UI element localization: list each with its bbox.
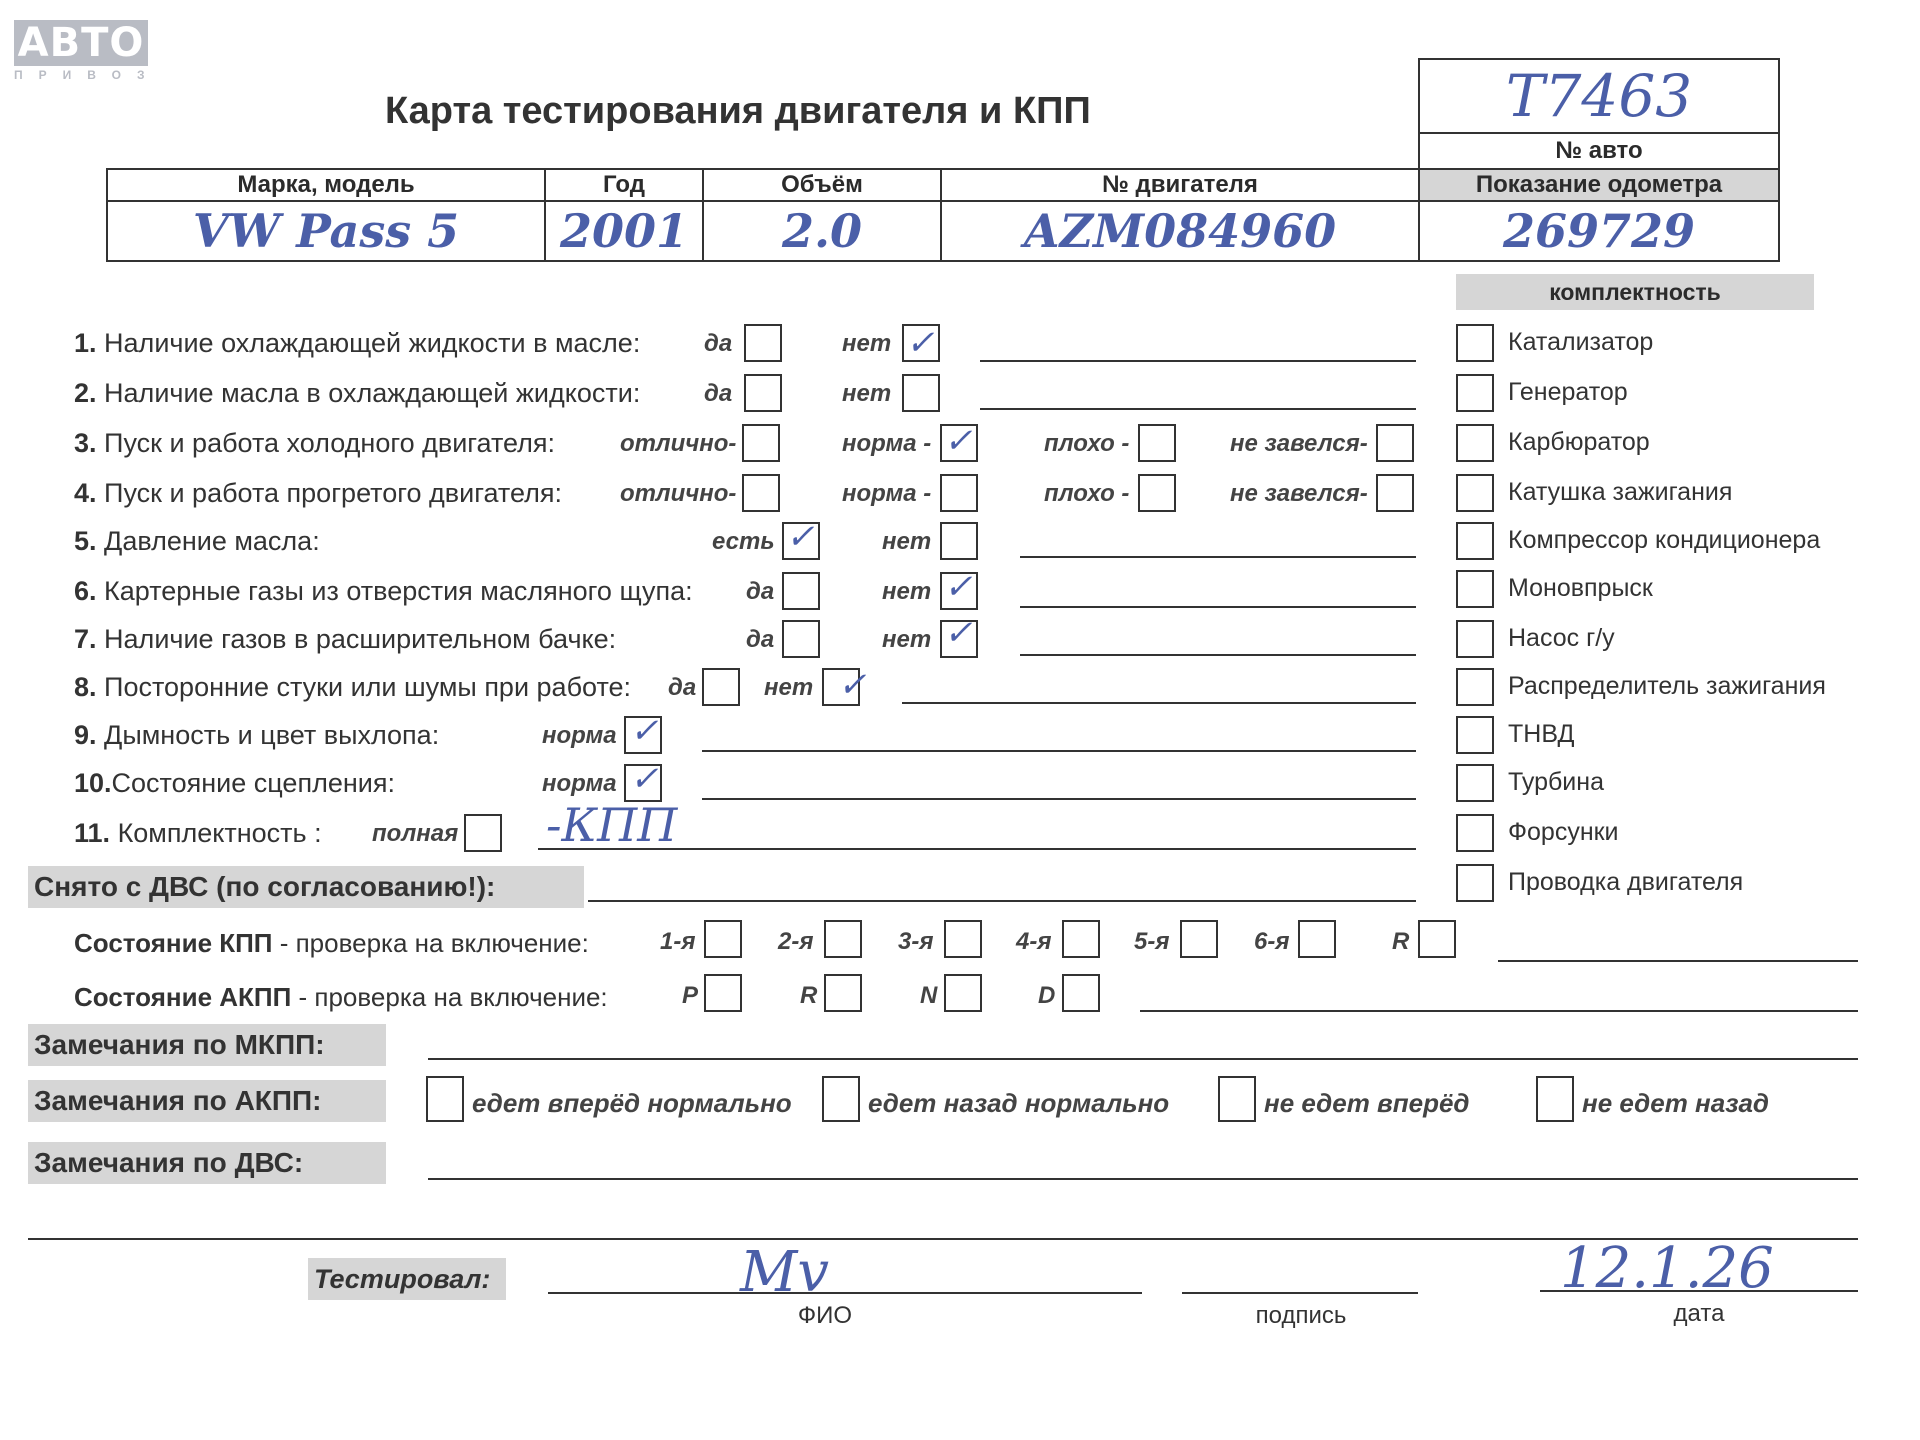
comp-checkbox-4[interactable] — [1456, 474, 1494, 512]
remarks-mkpp-line[interactable] — [428, 1058, 1858, 1060]
comp-label-7: Насос г/у — [1508, 624, 1615, 652]
q5-opt-absent: нет — [882, 528, 932, 555]
question-6: 6. Картерные газы из отверстия масляного щупа: — [74, 576, 693, 606]
kpp-gear-r-checkbox[interactable] — [1418, 920, 1456, 958]
question-2: 2. Наличие масла в охлаждающей жидкости: — [74, 378, 641, 408]
remarks-akpp-heading: Замечания по АКПП: — [28, 1080, 386, 1122]
kpp-gear-4-label: 4-я — [1016, 928, 1052, 955]
comp-checkbox-9[interactable] — [1456, 716, 1494, 754]
comp-checkbox-8[interactable] — [1456, 668, 1494, 706]
q6-yes-checkbox[interactable] — [782, 572, 820, 610]
question-9: 9. Дымность и цвет выхлопа: — [74, 720, 440, 750]
q3-opt-bad: плохо - — [1044, 430, 1130, 457]
akpp-n-checkbox[interactable] — [944, 974, 982, 1012]
comp-checkbox-1[interactable] — [1456, 324, 1494, 362]
q5-opt-present: есть — [712, 528, 775, 555]
comp-label-8: Распределитель зажигания — [1508, 672, 1826, 700]
q10-check-mark: ✓ — [630, 759, 659, 799]
col-header-odometer: Показание одометра — [1419, 169, 1779, 201]
q2-no-checkbox[interactable] — [902, 374, 940, 412]
akpp-no-back-label: не едет назад — [1582, 1088, 1770, 1118]
q3-bad-checkbox[interactable] — [1138, 424, 1176, 462]
question-4: 4. Пуск и работа прогретого двигателя: — [74, 478, 562, 508]
comp-label-9: ТНВД — [1508, 720, 1575, 748]
col-header-model: Марка, модель — [107, 169, 545, 201]
q1-yes-checkbox[interactable] — [744, 324, 782, 362]
q7-opt-no: нет — [882, 626, 932, 653]
comp-checkbox-11[interactable] — [1456, 814, 1494, 852]
kpp-gear-1-checkbox[interactable] — [704, 920, 742, 958]
akpp-p-checkbox[interactable] — [704, 974, 742, 1012]
comp-label-10: Турбина — [1508, 768, 1604, 796]
comp-checkbox-3[interactable] — [1456, 424, 1494, 462]
col-header-volume: Объём — [703, 169, 941, 201]
removed-note-line[interactable] — [588, 900, 1416, 902]
akpp-d-label: D — [1038, 982, 1056, 1009]
kpp-gear-5-checkbox[interactable] — [1180, 920, 1218, 958]
question-3: 3. Пуск и работа холодного двигателя: — [74, 428, 556, 458]
akpp-r-label: R — [800, 982, 818, 1009]
q8-check-mark: ✓ — [838, 665, 867, 705]
engine-number-value: AZM084960 — [941, 201, 1419, 261]
q4-opt-excellent: отлично- — [620, 480, 737, 507]
akpp-forward-ok-label: едет вперёд нормально — [472, 1088, 792, 1118]
q11-full-checkbox[interactable] — [464, 814, 502, 852]
tested-by-label: Тестировал: — [308, 1258, 506, 1300]
q5-check-mark: ✓ — [786, 517, 815, 557]
kpp-gear-6-checkbox[interactable] — [1298, 920, 1336, 958]
q4-normal-checkbox[interactable] — [940, 474, 978, 512]
q6-check-mark: ✓ — [944, 567, 973, 607]
q3-check-mark: ✓ — [944, 421, 973, 461]
q2-note-line[interactable] — [980, 408, 1416, 410]
kpp-gear-2-checkbox[interactable] — [824, 920, 862, 958]
kpp-gear-1-label: 1-я — [660, 928, 696, 955]
car-number-value: T7463 — [1418, 58, 1780, 132]
kpp-gear-3-label: 3-я — [898, 928, 934, 955]
vehicle-info-table — [106, 168, 1780, 262]
q4-excellent-checkbox[interactable] — [742, 474, 780, 512]
odometer-value: 269729 — [1419, 201, 1779, 261]
akpp-no-forward-label: не едет вперёд — [1264, 1088, 1470, 1118]
q11-handwritten-note: -КПП — [546, 798, 678, 852]
kpp-gear-r-label: R — [1392, 928, 1410, 955]
akpp-no-forward-checkbox[interactable] — [1218, 1076, 1256, 1122]
akpp-forward-ok-checkbox[interactable] — [426, 1076, 464, 1122]
q2-opt-no: нет — [842, 380, 892, 407]
akpp-d-checkbox[interactable] — [1062, 974, 1100, 1012]
col-header-year: Год — [545, 169, 703, 201]
q4-opt-normal: норма - — [842, 480, 932, 507]
removed-heading: Снято с ДВС (по согласованию!): — [28, 866, 584, 908]
q8-opt-yes: да — [668, 674, 697, 701]
comp-checkbox-6[interactable] — [1456, 570, 1494, 608]
q1-opt-yes: да — [704, 330, 733, 357]
volume-value: 2.0 — [703, 201, 941, 261]
q10-opt-normal: норма — [542, 770, 617, 797]
kpp-gear-6-label: 6-я — [1254, 928, 1290, 955]
test-date-value: 12.1.26 — [1560, 1236, 1774, 1301]
question-1: 1. Наличие охлаждающей жидкости в масле: — [74, 328, 641, 358]
completeness-heading: комплектность — [1456, 274, 1814, 310]
akpp-no-back-checkbox[interactable] — [1536, 1076, 1574, 1122]
model-value: VW Pass 5 — [107, 201, 545, 261]
comp-label-4: Катушка зажигания — [1508, 478, 1733, 506]
col-header-engine-number: № двигателя — [941, 169, 1419, 201]
q7-opt-yes: да — [746, 626, 775, 653]
q9-opt-normal: норма — [542, 722, 617, 749]
q8-note-line[interactable] — [902, 702, 1416, 704]
q4-opt-bad: плохо - — [1044, 480, 1130, 507]
q7-yes-checkbox[interactable] — [782, 620, 820, 658]
akpp-back-ok-checkbox[interactable] — [822, 1076, 860, 1122]
q3-opt-nostart: не завелся- — [1230, 430, 1368, 457]
comp-checkbox-12[interactable] — [1456, 864, 1494, 902]
question-11: 11. Комплектность : — [74, 818, 322, 848]
akpp-n-label: N — [920, 982, 938, 1009]
akpp-note-line[interactable] — [1140, 1010, 1858, 1012]
comp-checkbox-10[interactable] — [1456, 764, 1494, 802]
car-number-label: № авто — [1418, 132, 1780, 168]
kpp-label: Состояние КПП - проверка на включение: — [74, 928, 589, 958]
question-5: 5. Давление масла: — [74, 526, 320, 556]
q3-opt-normal: норма - — [842, 430, 932, 457]
comp-label-5: Компрессор кондиционера — [1508, 526, 1821, 554]
question-7: 7. Наличие газов в расширительном бачке: — [74, 624, 617, 654]
comp-label-12: Проводка двигателя — [1508, 868, 1744, 896]
q6-note-line[interactable] — [1020, 606, 1416, 608]
q11-note-line[interactable] — [538, 848, 1416, 850]
kpp-gear-5-label: 5-я — [1134, 928, 1170, 955]
comp-label-1: Катализатор — [1508, 328, 1654, 356]
q1-check-mark: ✓ — [906, 323, 935, 363]
signature-caption: подпись — [1255, 1302, 1347, 1329]
q4-nostart-checkbox[interactable] — [1376, 474, 1414, 512]
comp-checkbox-2[interactable] — [1456, 374, 1494, 412]
akpp-p-label: P — [682, 982, 699, 1009]
q7-check-mark: ✓ — [944, 613, 973, 653]
q9-check-mark: ✓ — [630, 711, 659, 751]
comp-label-3: Карбюратор — [1508, 428, 1650, 456]
comp-checkbox-5[interactable] — [1456, 522, 1494, 560]
question-8: 8. Посторонние стуки или шумы при работе: — [74, 672, 632, 702]
signature-line[interactable] — [1182, 1292, 1418, 1294]
year-value: 2001 — [545, 201, 703, 261]
q4-bad-checkbox[interactable] — [1138, 474, 1176, 512]
q2-opt-yes: да — [704, 380, 733, 407]
comp-label-2: Генератор — [1508, 378, 1628, 406]
kpp-note-line[interactable] — [1498, 960, 1858, 962]
q2-yes-checkbox[interactable] — [744, 374, 782, 412]
comp-label-6: Моновпрыск — [1508, 574, 1653, 602]
akpp-label: Состояние АКПП - проверка на включение: — [74, 982, 608, 1012]
question-10: 10.Состояние сцепления: — [74, 768, 395, 798]
q8-yes-checkbox[interactable] — [702, 668, 740, 706]
q5-note-line[interactable] — [1020, 556, 1416, 558]
q3-excellent-checkbox[interactable] — [742, 424, 780, 462]
akpp-r-checkbox[interactable] — [824, 974, 862, 1012]
q1-note-line[interactable] — [980, 360, 1416, 362]
q7-note-line[interactable] — [1020, 654, 1416, 656]
date-caption: дата — [1673, 1300, 1725, 1327]
tester-name-line[interactable] — [548, 1292, 1142, 1294]
akpp-back-ok-label: едет назад нормально — [868, 1088, 1170, 1118]
q3-nostart-checkbox[interactable] — [1376, 424, 1414, 462]
q8-opt-no: нет — [764, 674, 814, 701]
q1-opt-no: нет — [842, 330, 892, 357]
q9-note-line[interactable] — [702, 750, 1416, 752]
q10-note-line[interactable] — [702, 798, 1416, 800]
q6-opt-no: нет — [882, 578, 932, 605]
q3-opt-excellent: отлично- — [620, 430, 737, 457]
q11-opt-full: полная — [372, 820, 459, 847]
kpp-gear-4-checkbox[interactable] — [1062, 920, 1100, 958]
logo-subtitle: ПРИВОЗ — [14, 68, 161, 82]
remarks-dvs-heading: Замечания по ДВС: — [28, 1142, 386, 1184]
kpp-gear-3-checkbox[interactable] — [944, 920, 982, 958]
q6-opt-yes: да — [746, 578, 775, 605]
q4-opt-nostart: не завелся- — [1230, 480, 1368, 507]
q5-absent-checkbox[interactable] — [940, 522, 978, 560]
tester-name-value: Mv — [740, 1240, 829, 1305]
date-line[interactable] — [1540, 1290, 1858, 1292]
comp-label-11: Форсунки — [1508, 818, 1619, 846]
fio-caption: ФИО — [797, 1302, 853, 1329]
kpp-gear-2-label: 2-я — [778, 928, 814, 955]
comp-checkbox-7[interactable] — [1456, 620, 1494, 658]
page-title: Карта тестирования двигателя и КПП — [385, 90, 1091, 132]
logo: АВТО — [14, 20, 148, 66]
remarks-mkpp-heading: Замечания по МКПП: — [28, 1024, 386, 1066]
remarks-dvs-line[interactable] — [428, 1178, 1858, 1180]
